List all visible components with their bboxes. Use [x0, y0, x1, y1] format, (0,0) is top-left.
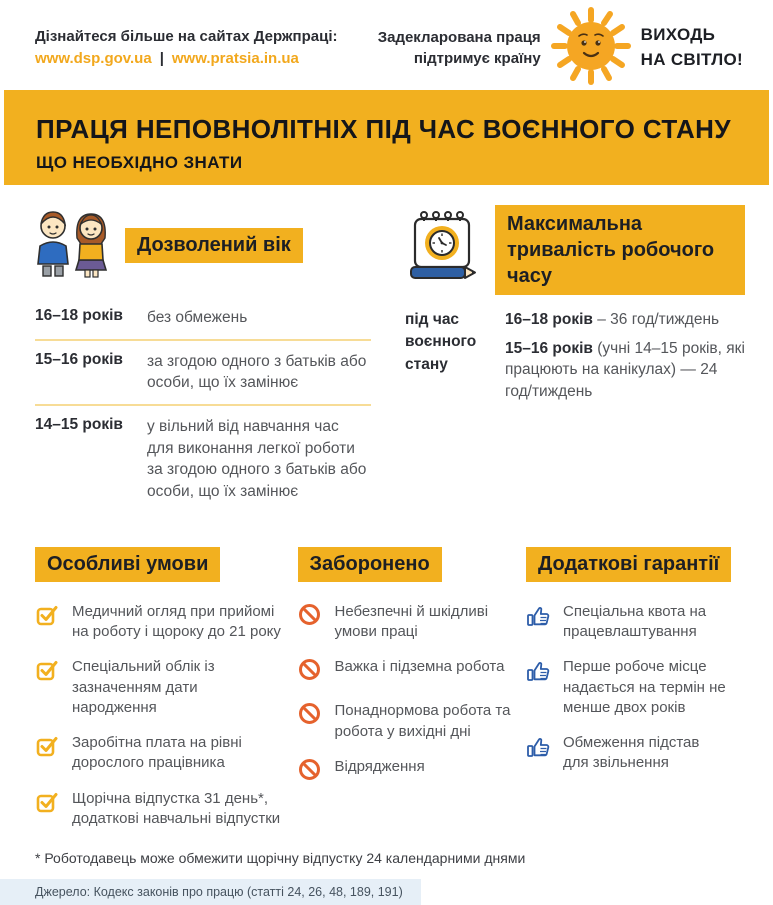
sun-mascot-icon [551, 6, 631, 91]
link-pratsia-in-ua[interactable]: www.pratsia.in.ua [171, 50, 299, 67]
checkbox-icon [35, 789, 59, 819]
table-row [35, 297, 371, 341]
brand-slogan [378, 27, 541, 69]
site-separator: | [159, 50, 164, 67]
list-item [298, 757, 520, 786]
condition-label: під час воєнного стану [405, 311, 477, 373]
link-dsp-gov-ua[interactable]: www.dsp.gov.ua [35, 50, 152, 67]
list-item [298, 602, 520, 643]
item-text: Медичний огляд при прийомі на роботу і щороку до 21 року [72, 602, 281, 641]
hours-rule [505, 309, 747, 331]
item-text: Понаднормова робота та робота у вихідні дні [334, 702, 511, 740]
item-text: Спеціальна квота на працевлаштування [563, 602, 707, 641]
prohibited-icon [298, 602, 322, 631]
age-rule: у вільний від навчання час для виконання легкої роботи за згодою одного з батьків або особи, що їх замінює [147, 418, 367, 501]
list-item [35, 602, 291, 643]
bottom-section [35, 547, 738, 844]
footnote: * Роботодавець може обмежити щорічну відпустку 24 календарними днями [35, 850, 526, 867]
cta-line1: ВИХОДЬ [640, 25, 716, 45]
slogan-line1: Задекларована праця [377, 29, 541, 46]
list-item [526, 602, 738, 643]
age-range: 15–16 років [35, 350, 123, 368]
title-banner [4, 90, 769, 185]
section-guarantees [526, 547, 738, 844]
max-hours-heading: Максимальна тривалість робочого часу [495, 205, 745, 295]
hours-rule [505, 338, 747, 403]
prohibited-icon [298, 657, 322, 686]
prohibited-icon [298, 701, 322, 730]
item-text: Важка і підземна робота [334, 658, 505, 676]
age-range: 15–16 років [505, 339, 593, 357]
item-text: Перше робоче місце надається на термін не менше двох років [563, 658, 726, 716]
list-item [298, 657, 520, 686]
item-text: Щорічна відпустка 31 день*, додаткові навчальні відпустки [72, 789, 281, 827]
cta-line2: НА СВІТЛО! [640, 50, 743, 69]
thumbs-up-icon [526, 602, 550, 634]
page-title: ПРАЦЯ НЕПОВНОЛІТНІХ ПІД ЧАС ВОЄННОГО СТАНУ [36, 114, 731, 144]
hours-rules [505, 309, 747, 410]
guarantees-heading: Додаткові гарантії [526, 547, 731, 582]
slogan-line2: підтримує країну [413, 50, 541, 67]
header-info [35, 26, 338, 71]
list-item [298, 701, 520, 742]
age-range: 16–18 років [35, 307, 123, 324]
item-text: Небезпечні й шкідливі умови праці [334, 602, 489, 641]
hours-value: (учні 14–15 років, які працюють на канікулах) — 24 год/тиждень [505, 339, 745, 401]
checkbox-icon [35, 733, 59, 763]
allowed-age-heading: Дозволений вік [125, 228, 303, 263]
list-item [35, 657, 291, 718]
thumbs-up-icon [526, 733, 550, 765]
thumbs-up-icon [526, 657, 550, 689]
table-row [35, 341, 371, 406]
page-subtitle: ЩО НЕОБХІДНО ЗНАТИ [36, 153, 243, 172]
allowed-age-table [35, 297, 371, 513]
calendar-clock-icon [405, 209, 479, 292]
page-header [0, 0, 773, 90]
section-forbidden [298, 547, 520, 844]
list-item [35, 733, 291, 774]
special-conditions-heading: Особливі умови [35, 547, 220, 582]
age-range: 16–18 років [505, 311, 593, 328]
checkbox-icon [35, 602, 59, 632]
item-text: Відрядження [334, 757, 425, 775]
source-note: Джерело: Кодекс законів про працю (статті 24, 26, 48, 189, 191) [0, 879, 421, 905]
hours-value: – 36 год/тиждень [597, 311, 720, 328]
header-brand [378, 6, 743, 91]
checkbox-icon [35, 657, 59, 687]
prohibited-icon [298, 757, 322, 786]
item-text: Обмеження підстав для звільнення [563, 734, 700, 772]
campaign-cta [641, 23, 743, 72]
age-rule: за згодою одного з батьків або особи, що їх замінює [147, 352, 367, 392]
header-info-label: Дізнайтеся більше на сайтах Держпраці: [35, 27, 338, 45]
section-special-conditions [35, 547, 291, 844]
age-range: 14–15 років [35, 416, 123, 434]
table-row [35, 406, 371, 513]
top-section [35, 205, 745, 513]
boy-and-girl-icon [35, 208, 109, 283]
item-text: Спеціальний облік із зазначенням дати народження [72, 658, 215, 716]
list-item [526, 733, 738, 774]
age-rule: без обмежень [147, 309, 248, 326]
section-max-hours [405, 205, 747, 513]
list-item [35, 789, 291, 830]
item-text: Заробітна плата на рівні дорослого працівника [72, 734, 242, 772]
section-allowed-age [35, 205, 371, 513]
forbidden-heading: Заборонено [298, 547, 442, 582]
list-item [526, 657, 738, 718]
